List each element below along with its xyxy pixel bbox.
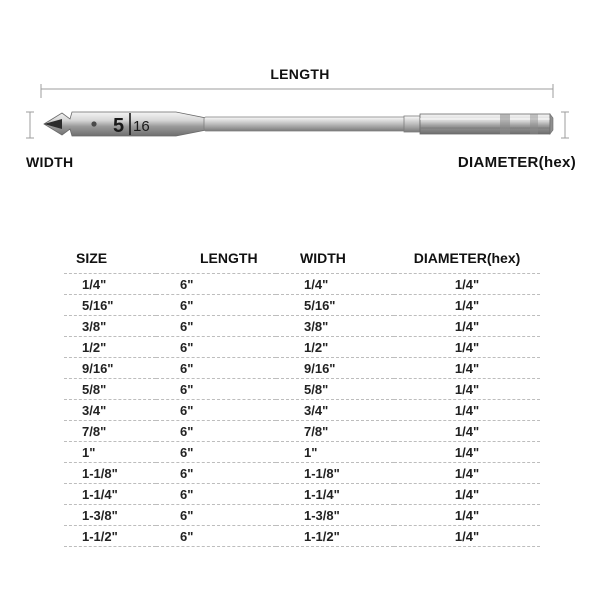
size-spec-table xyxy=(64,243,540,547)
cell-size: 1/2" xyxy=(64,337,156,358)
cell-width: 5/16" xyxy=(276,295,394,316)
cell-width: 1-1/8" xyxy=(276,463,394,484)
cell-size: 9/16" xyxy=(64,358,156,379)
table-row xyxy=(64,484,540,505)
cell-size: 1/4" xyxy=(64,274,156,295)
cell-size: 7/8" xyxy=(64,421,156,442)
cell-width: 1-3/8" xyxy=(276,505,394,526)
cell-diameter: 1/4" xyxy=(394,526,540,547)
table-row xyxy=(64,295,540,316)
cell-size: 1-3/8" xyxy=(64,505,156,526)
bit-marking-fraction: 16 xyxy=(133,118,150,135)
diameter-label: DIAMETER(hex) xyxy=(457,154,576,171)
cell-diameter: 1/4" xyxy=(394,316,540,337)
cell-diameter: 1/4" xyxy=(394,484,540,505)
cell-width: 1" xyxy=(276,442,394,463)
cell-length: 6" xyxy=(156,400,276,421)
cell-length: 6" xyxy=(156,421,276,442)
cell-length: 6" xyxy=(156,379,276,400)
table-row xyxy=(64,463,540,484)
table-row xyxy=(64,400,540,421)
cell-width: 3/4" xyxy=(276,400,394,421)
length-dimension-line xyxy=(41,84,553,98)
cell-width: 1/4" xyxy=(276,274,394,295)
cell-width: 1-1/2" xyxy=(276,526,394,547)
cell-diameter: 1/4" xyxy=(394,274,540,295)
cell-diameter: 1/4" xyxy=(394,358,540,379)
cell-size: 3/8" xyxy=(64,316,156,337)
cell-width: 9/16" xyxy=(276,358,394,379)
cell-length: 6" xyxy=(156,358,276,379)
header-size: SIZE xyxy=(64,243,156,274)
header-length: LENGTH xyxy=(156,243,276,274)
table-row xyxy=(64,526,540,547)
cell-length: 6" xyxy=(156,295,276,316)
table-row xyxy=(64,316,540,337)
cell-diameter: 1/4" xyxy=(394,442,540,463)
spade-bit-illustration xyxy=(0,0,600,230)
cell-size: 3/4" xyxy=(64,400,156,421)
cell-width: 5/8" xyxy=(276,379,394,400)
length-label: LENGTH xyxy=(270,66,330,82)
cell-width: 1-1/4" xyxy=(276,484,394,505)
table-row xyxy=(64,505,540,526)
cell-size: 1-1/8" xyxy=(64,463,156,484)
table-row xyxy=(64,337,540,358)
width-dimension-line xyxy=(26,112,34,138)
header-diameter: DIAMETER(hex) xyxy=(394,243,540,274)
cell-size: 1-1/4" xyxy=(64,484,156,505)
cell-length: 6" xyxy=(156,505,276,526)
cell-length: 6" xyxy=(156,316,276,337)
cell-width: 1/2" xyxy=(276,337,394,358)
bit-marking-whole: 5 xyxy=(113,115,125,137)
spade-blade xyxy=(44,112,206,136)
cell-diameter: 1/4" xyxy=(394,421,540,442)
cell-size: 1-1/2" xyxy=(64,526,156,547)
cell-diameter: 1/4" xyxy=(394,463,540,484)
diameter-dimension-line xyxy=(561,112,569,138)
table-row xyxy=(64,274,540,295)
cell-width: 7/8" xyxy=(276,421,394,442)
table-row xyxy=(64,379,540,400)
cell-length: 6" xyxy=(156,526,276,547)
bit-dimension-diagram xyxy=(0,0,600,230)
table-header-row xyxy=(64,243,540,274)
cell-width: 3/8" xyxy=(276,316,394,337)
cell-length: 6" xyxy=(156,274,276,295)
table-row xyxy=(64,358,540,379)
cell-size: 5/8" xyxy=(64,379,156,400)
width-label: WIDTH xyxy=(26,154,74,170)
cell-length: 6" xyxy=(156,484,276,505)
cell-diameter: 1/4" xyxy=(394,337,540,358)
cell-length: 6" xyxy=(156,442,276,463)
cell-diameter: 1/4" xyxy=(394,505,540,526)
cell-size: 1" xyxy=(64,442,156,463)
cell-diameter: 1/4" xyxy=(394,379,540,400)
table-row xyxy=(64,421,540,442)
cell-diameter: 1/4" xyxy=(394,295,540,316)
hex-shank-end xyxy=(420,114,553,134)
cell-diameter: 1/4" xyxy=(394,400,540,421)
header-width: WIDTH xyxy=(276,243,394,274)
cell-length: 6" xyxy=(156,337,276,358)
cell-length: 6" xyxy=(156,463,276,484)
cell-size: 5/16" xyxy=(64,295,156,316)
table-row xyxy=(64,442,540,463)
bit-shank xyxy=(204,116,420,132)
